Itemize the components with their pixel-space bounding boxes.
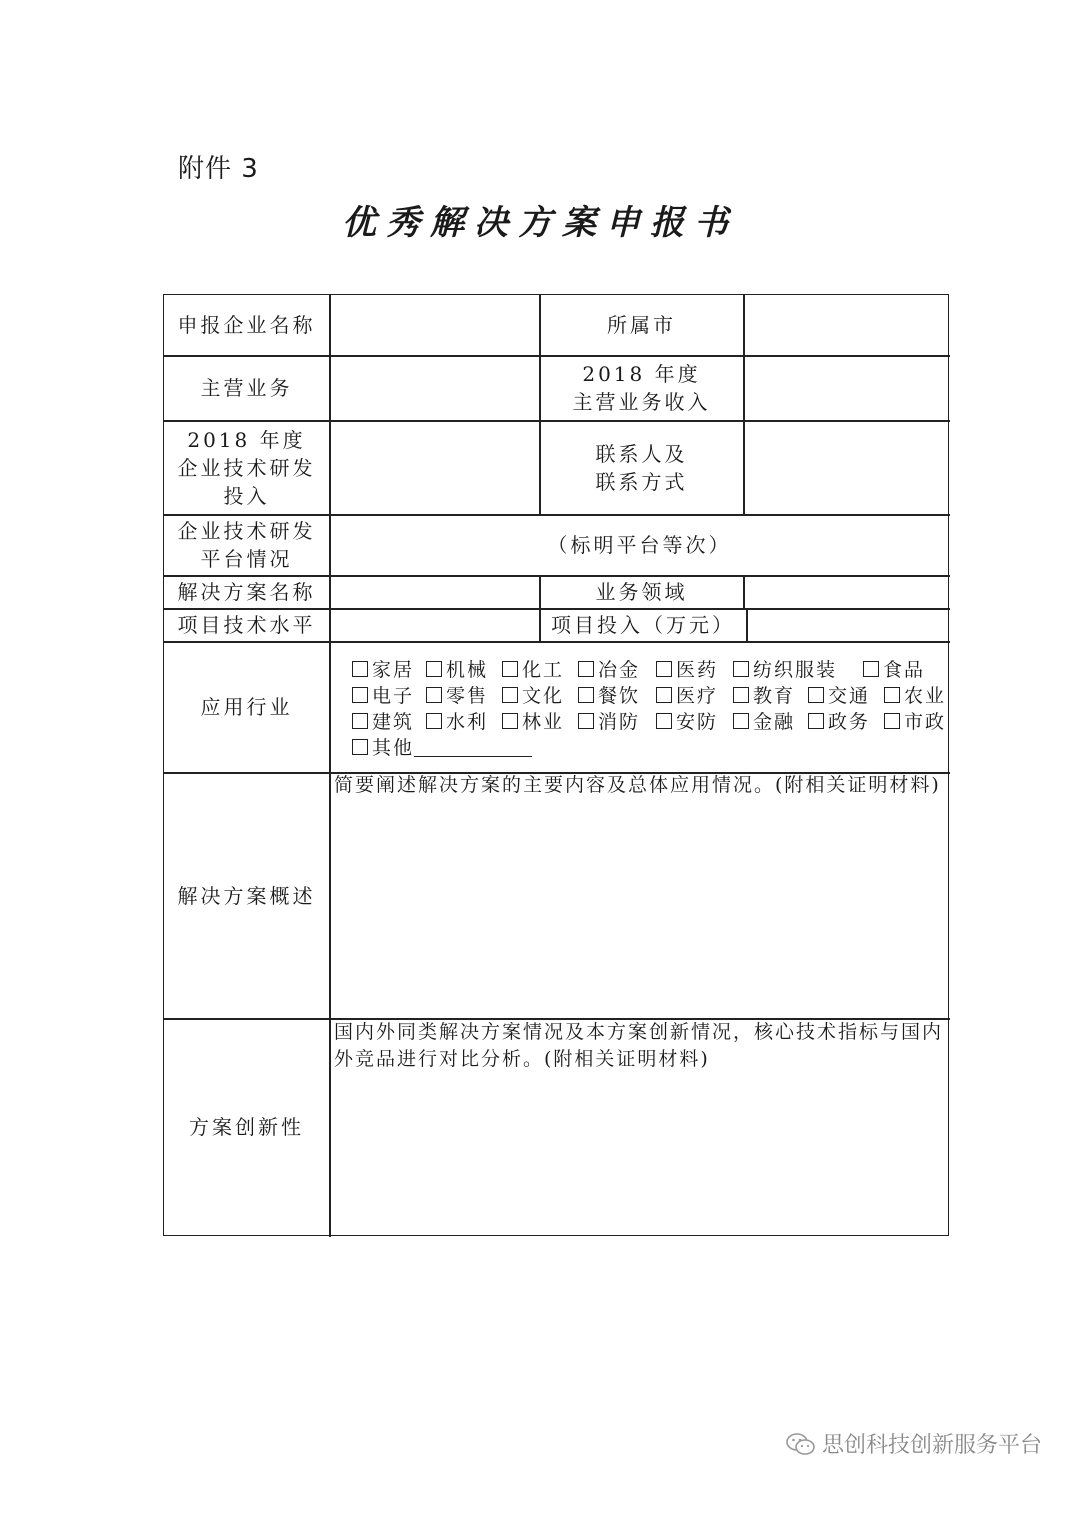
overview-hint[interactable]: 简要阐述解决方案的主要内容及总体应用情况。(附相关证明材料) — [334, 774, 941, 796]
checkbox[interactable] — [426, 687, 442, 703]
project-investment-label: 项目投入（万元） — [551, 613, 735, 637]
rd-platform-hint[interactable]: （标明平台等次） — [547, 533, 732, 557]
checkbox[interactable] — [426, 661, 442, 677]
solution-name-label: 解决方案名称 — [177, 580, 316, 604]
business-field-label: 业务领域 — [595, 580, 688, 604]
checkbox[interactable] — [502, 661, 518, 677]
innovation-label: 方案创新性 — [189, 1115, 304, 1139]
industry-option-label: 零售 — [446, 685, 489, 707]
industry-option[interactable] — [656, 655, 718, 682]
overview-label: 解决方案概述 — [177, 883, 316, 908]
checkbox[interactable] — [863, 661, 879, 677]
industry-option[interactable] — [352, 655, 414, 682]
industry-option[interactable] — [808, 707, 870, 734]
checkbox[interactable] — [733, 661, 749, 677]
checkbox[interactable] — [733, 687, 749, 703]
city-label: 所属市 — [607, 313, 676, 337]
main-business-field[interactable] — [330, 356, 539, 420]
industry-label: 应用行业 — [200, 695, 293, 719]
industry-option-label: 家居 — [372, 659, 415, 681]
business-field-input[interactable] — [744, 576, 949, 608]
checkbox[interactable] — [733, 713, 749, 729]
industry-option-other[interactable] — [352, 733, 532, 760]
industry-option[interactable] — [578, 655, 640, 682]
industry-option-label: 林业 — [522, 711, 565, 733]
attachment-label: 附件 3 — [178, 154, 259, 184]
tech-level-label: 项目技术水平 — [177, 613, 316, 637]
industry-option-label: 机械 — [446, 659, 489, 681]
checkbox[interactable] — [426, 713, 442, 729]
industry-option[interactable] — [502, 681, 564, 708]
industry-option-label: 农业 — [904, 685, 947, 707]
industry-option-label: 冶金 — [598, 659, 641, 681]
industry-option-label: 政务 — [828, 711, 871, 733]
checkbox[interactable] — [884, 713, 900, 729]
industry-option-label: 安防 — [676, 711, 719, 733]
industry-option[interactable] — [502, 655, 564, 682]
revenue-label: 2018 年度 主营业务收入 — [572, 362, 711, 414]
other-input-line[interactable] — [414, 738, 532, 757]
industry-option-label: 化工 — [522, 659, 565, 681]
industry-option-label: 医药 — [676, 659, 719, 681]
checkbox[interactable] — [656, 661, 672, 677]
industry-option[interactable] — [733, 707, 795, 734]
industry-option[interactable] — [733, 655, 837, 682]
company-name-label: 申报企业名称 — [177, 313, 316, 337]
other-label: 其他 — [372, 737, 415, 759]
industry-option-label: 文化 — [522, 685, 565, 707]
industry-option[interactable] — [884, 707, 946, 734]
industry-option[interactable] — [426, 655, 488, 682]
revenue-field[interactable] — [744, 356, 949, 420]
industry-option-label: 交通 — [828, 685, 871, 707]
industry-option-label: 纺织服装 — [753, 659, 838, 681]
wechat-icon — [786, 1432, 816, 1456]
industry-option[interactable] — [656, 707, 718, 734]
checkbox[interactable] — [884, 687, 900, 703]
company-name-field[interactable] — [330, 295, 539, 355]
industry-option-label: 金融 — [753, 711, 796, 733]
industry-option-label: 建筑 — [372, 711, 415, 733]
checkbox[interactable] — [656, 713, 672, 729]
industry-option-label: 水利 — [446, 711, 489, 733]
checkbox[interactable] — [578, 713, 594, 729]
checkbox[interactable] — [808, 687, 824, 703]
industry-option[interactable] — [884, 681, 946, 708]
industry-option[interactable] — [578, 707, 640, 734]
industry-option-label: 市政 — [904, 711, 947, 733]
watermark-text: 思创科技创新服务平台 — [821, 1433, 1042, 1458]
rd-platform-label: 企业技术研发 平台情况 — [177, 519, 316, 571]
watermark — [786, 1428, 1042, 1459]
industry-option[interactable] — [656, 681, 718, 708]
contact-label: 联系人及 联系方式 — [595, 441, 688, 494]
contact-field[interactable] — [744, 421, 949, 514]
main-business-label: 主营业务 — [200, 376, 293, 400]
industry-option-label: 餐饮 — [598, 685, 641, 707]
project-investment-field[interactable] — [747, 609, 949, 641]
industry-option[interactable] — [352, 681, 414, 708]
industry-option-label: 教育 — [753, 685, 796, 707]
checkbox[interactable] — [808, 713, 824, 729]
industry-option[interactable] — [863, 655, 925, 682]
industry-option[interactable] — [426, 707, 488, 734]
industry-option[interactable] — [578, 681, 640, 708]
rd-investment-field[interactable] — [330, 421, 539, 514]
checkbox[interactable] — [352, 687, 368, 703]
innovation-hint[interactable]: 国内外同类解决方案情况及本方案创新情况，核心技术指标与国内外竞品进行对比分析。(附相关证明材料) — [334, 1021, 944, 1070]
page-title: 优秀解决方案申报书 — [342, 203, 738, 243]
checkbox[interactable] — [578, 687, 594, 703]
rd-investment-label: 2018 年度 企业技术研发 投入 — [177, 427, 316, 508]
industry-option-label: 消防 — [598, 711, 641, 733]
solution-name-field[interactable] — [330, 576, 539, 608]
checkbox[interactable] — [578, 661, 594, 677]
industry-option-label: 医疗 — [676, 685, 719, 707]
checkbox[interactable] — [352, 661, 368, 677]
checkbox[interactable] — [656, 687, 672, 703]
industry-option[interactable] — [502, 707, 564, 734]
industry-option[interactable] — [733, 681, 795, 708]
industry-options — [330, 642, 949, 772]
industry-option-label: 食品 — [883, 659, 926, 681]
industry-option[interactable] — [808, 681, 870, 708]
checkbox[interactable] — [352, 739, 368, 755]
checkbox[interactable] — [502, 713, 518, 729]
city-field[interactable] — [744, 295, 949, 355]
industry-option[interactable] — [426, 681, 488, 708]
industry-option[interactable] — [352, 707, 414, 734]
application-form — [163, 294, 949, 1236]
industry-option-label: 电子 — [372, 685, 415, 707]
tech-level-field[interactable] — [330, 609, 539, 641]
checkbox[interactable] — [352, 713, 368, 729]
checkbox[interactable] — [502, 687, 518, 703]
